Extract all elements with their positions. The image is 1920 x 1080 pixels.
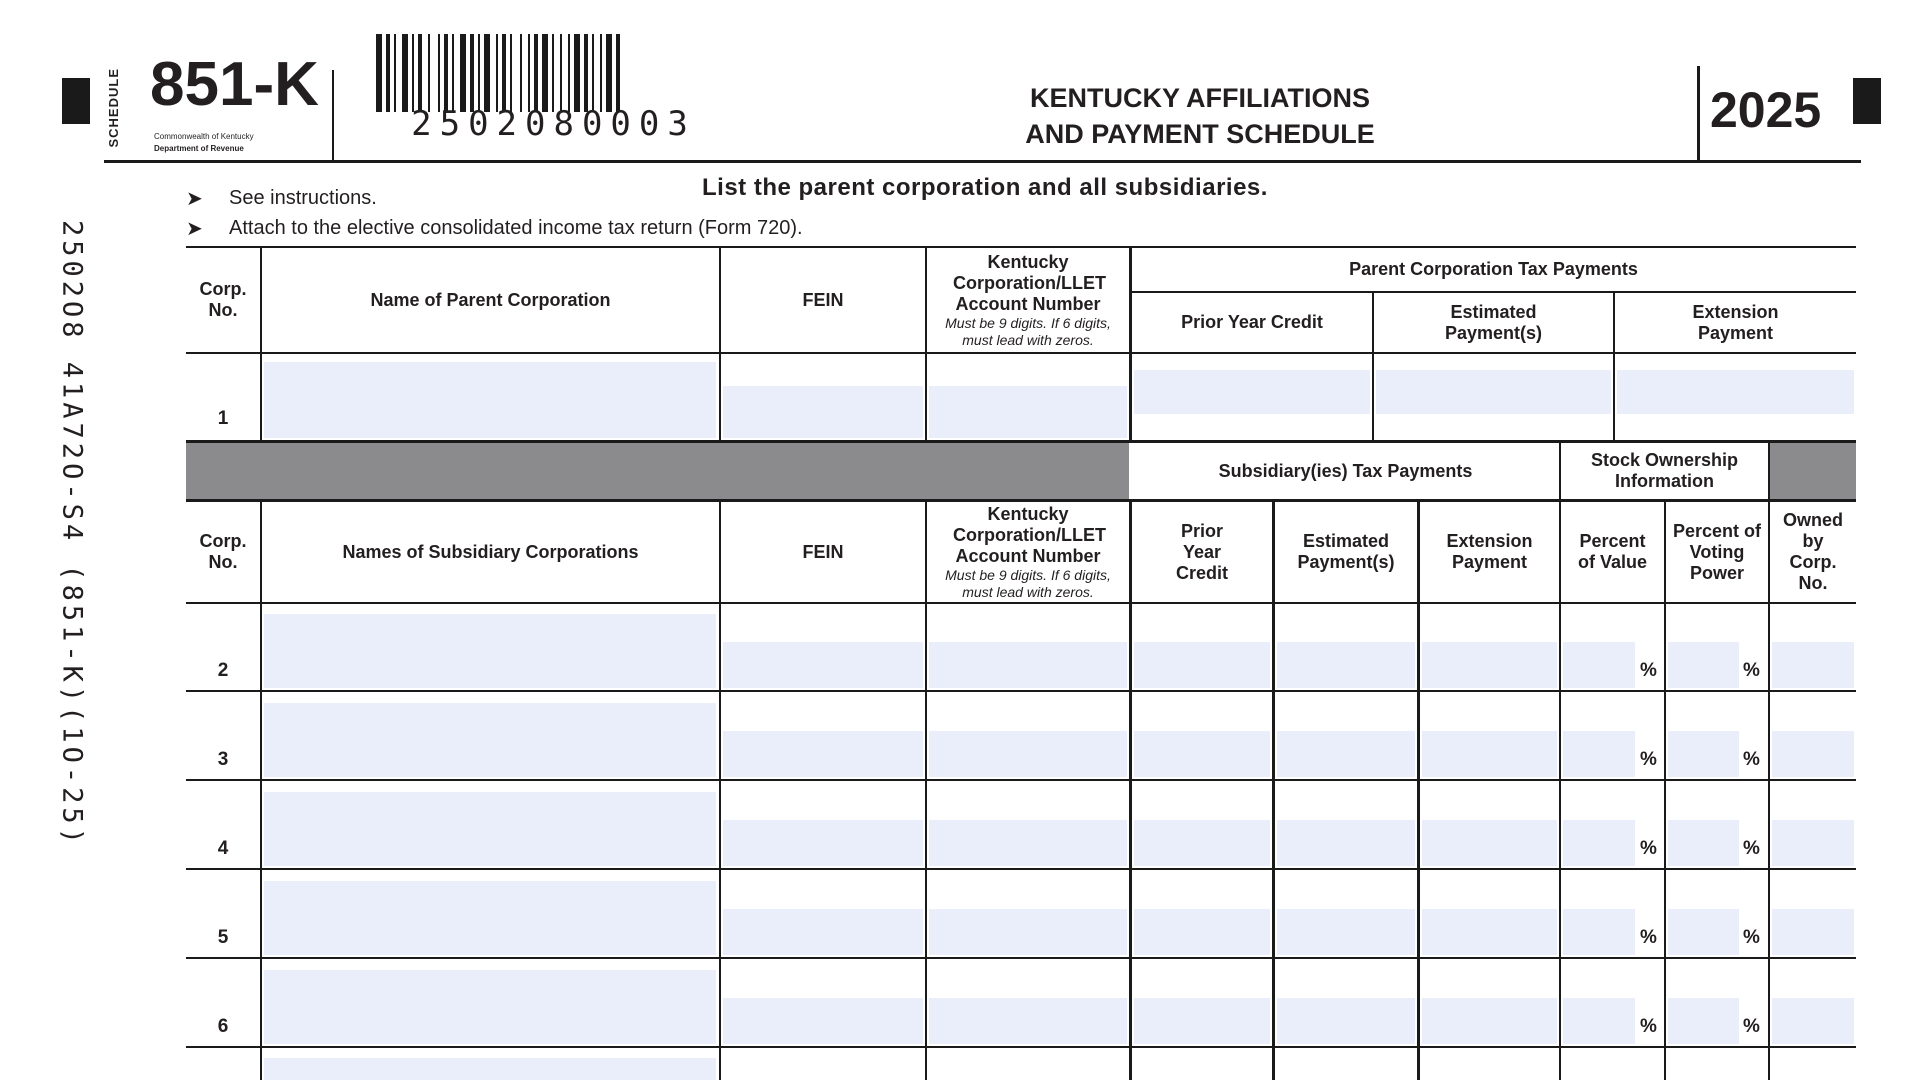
- instruction-arrow-2: ➤: [186, 218, 203, 240]
- parent-estimated-header: Estimated Payment(s): [1444, 301, 1543, 343]
- instruction-see: See instructions.: [229, 187, 377, 209]
- form-title-line-1: KENTUCKY AFFILIATIONS: [1030, 83, 1370, 113]
- sub-extension-input[interactable]: [1422, 642, 1557, 688]
- sub-row-number: 5: [217, 927, 229, 948]
- sub-estimated-input[interactable]: [1277, 909, 1415, 955]
- instruction-arrow-1: ➤: [186, 188, 203, 210]
- row-rule: [186, 1046, 1856, 1048]
- barcode-bar: [452, 34, 454, 112]
- side-form-code: 2502O8 41A72O-S4 (851-K)(1O-25): [56, 220, 88, 848]
- sub-col-line: [1768, 502, 1770, 1080]
- barcode-bar: [534, 34, 538, 112]
- percent-voting-input[interactable]: [1668, 731, 1739, 777]
- row-rule: [186, 779, 1856, 781]
- sub-prior-year-input[interactable]: [1134, 909, 1270, 955]
- barcode-bar: [600, 34, 602, 112]
- owned-by-input[interactable]: [1772, 820, 1854, 866]
- percent-value-input[interactable]: [1563, 820, 1635, 866]
- sub-account-header: [927, 502, 1129, 602]
- parent-extension-input[interactable]: [1617, 370, 1854, 414]
- percent-voting-input[interactable]: [1668, 642, 1739, 688]
- barcode-bar: [502, 34, 506, 112]
- sub-account-input[interactable]: [929, 909, 1127, 955]
- owned-by-input[interactable]: [1772, 998, 1854, 1044]
- sub-col-line: [925, 502, 927, 1080]
- sub-fein-input[interactable]: [723, 731, 923, 777]
- row-rule: [186, 868, 1856, 870]
- sub-extension-header: Extension Payment: [1446, 531, 1533, 572]
- parent-prior-year-header: Prior Year Credit: [1181, 312, 1323, 332]
- barcode-bar: [560, 34, 562, 112]
- sub-account-input[interactable]: [929, 820, 1127, 866]
- sub-estimated-input[interactable]: [1277, 731, 1415, 777]
- sub-payments-title: Subsidiary(ies) Tax Payments: [1218, 460, 1473, 481]
- owned-by-input[interactable]: [1772, 909, 1854, 955]
- sub-name-input[interactable]: [264, 881, 716, 955]
- sub-col-line: [1559, 502, 1561, 1080]
- percent-value-input[interactable]: [1563, 642, 1635, 688]
- sub-prior-year-header: Prior Year Credit: [1175, 520, 1228, 583]
- barcode-bar: [616, 34, 620, 112]
- barcode-bar: [402, 34, 408, 112]
- parent-account-note: Must be 9 digits. If 6 digits, must lead with zeros.: [945, 314, 1111, 348]
- form-title: [960, 80, 1440, 152]
- instruction-attach: Attach to the elective consolidated income tax return (Form 720).: [229, 217, 803, 239]
- percent-sign: %: [1640, 838, 1657, 859]
- parent-extension-header: Extension Payment: [1692, 301, 1779, 343]
- owned-by-input[interactable]: [1772, 642, 1854, 688]
- sub-row-number: 4: [217, 838, 229, 859]
- list-heading: List the parent corporation and all subsidiaries.: [702, 174, 1268, 201]
- sub-name-input[interactable]: [264, 792, 716, 866]
- barcode-bar: [412, 34, 414, 112]
- barcode-bar: [438, 34, 440, 112]
- barcode-bar: [376, 34, 382, 112]
- barcode-bar: [470, 34, 474, 112]
- sub-account-title: Kentucky Corporation/LLET Account Number: [953, 503, 1106, 566]
- sub-name-input[interactable]: [264, 703, 716, 777]
- percent-voting-input[interactable]: [1668, 909, 1739, 955]
- form-title-line-2: AND PAYMENT SCHEDULE: [1025, 119, 1375, 149]
- sub-prior-year-input[interactable]: [1134, 998, 1270, 1044]
- agency-line-1: Commonwealth of Kentucky: [154, 132, 254, 141]
- parent-prior-year-input[interactable]: [1134, 370, 1370, 414]
- sub-header-bottom-rule: [186, 602, 1856, 604]
- sub-fein-input[interactable]: [723, 820, 923, 866]
- owned-by-input[interactable]: [1772, 731, 1854, 777]
- row-rule: [186, 690, 1856, 692]
- sub-names-header: Names of Subsidiary Corporations: [342, 541, 639, 562]
- sub-fein-input[interactable]: [723, 642, 923, 688]
- sub-col-line: [719, 502, 721, 1080]
- percent-voting-header: Percent of Voting Power: [1672, 520, 1762, 583]
- sub-col-line: [1272, 502, 1275, 1080]
- sub-account-input[interactable]: [929, 998, 1127, 1044]
- parent-name-header: Name of Parent Corporation: [370, 289, 611, 310]
- sub-extension-input[interactable]: [1422, 820, 1557, 866]
- sub-estimated-input[interactable]: [1277, 820, 1415, 866]
- sub-name-input[interactable]: [264, 970, 716, 1044]
- sub-prior-year-input[interactable]: [1134, 731, 1270, 777]
- barcode-bar: [528, 34, 530, 112]
- parent-estimated-input[interactable]: [1376, 370, 1611, 414]
- sub-prior-year-input[interactable]: [1134, 820, 1270, 866]
- barcode-bar: [394, 34, 396, 112]
- band-col-line: [1768, 443, 1770, 499]
- sub-account-input[interactable]: [929, 731, 1127, 777]
- parent-row-number: 1: [217, 408, 229, 429]
- barcode-bar: [418, 34, 422, 112]
- header-rule: [104, 160, 1861, 163]
- header-divider-right: [1697, 66, 1700, 162]
- barcode-bar: [606, 34, 612, 112]
- percent-value-input[interactable]: [1563, 731, 1635, 777]
- parent-payments-title: Parent Corporation Tax Payments: [1349, 259, 1638, 279]
- percent-sign: %: [1640, 927, 1657, 948]
- barcode-bar: [484, 34, 490, 112]
- sub-extension-input[interactable]: [1422, 998, 1557, 1044]
- sub-col-line: [260, 502, 262, 1080]
- sub-row-number: 2: [217, 660, 229, 681]
- corner-mark-left: [62, 78, 90, 124]
- sub-prior-year-input[interactable]: [1134, 642, 1270, 688]
- percent-voting-input[interactable]: [1668, 820, 1739, 866]
- sub-estimated-input[interactable]: [1277, 642, 1415, 688]
- percent-voting-input[interactable]: [1668, 998, 1739, 1044]
- parent-header-bottom-rule: [186, 352, 1856, 354]
- barcode-bar: [568, 34, 570, 112]
- barcode-bar: [496, 34, 498, 112]
- sub-name-input[interactable]: [264, 614, 716, 688]
- sub-account-note: Must be 9 digits. If 6 digits, must lead with zeros.: [945, 566, 1111, 600]
- barcode-bar: [428, 34, 430, 112]
- gray-band-right: [1770, 443, 1856, 499]
- sub-col-line: [1664, 502, 1666, 1080]
- corner-mark-right: [1853, 78, 1881, 124]
- percent-sign: %: [1640, 660, 1657, 681]
- percent-value-input[interactable]: [1563, 998, 1635, 1044]
- parent-name-input[interactable]: [264, 362, 716, 438]
- parent-account-header: [927, 248, 1129, 352]
- barcode-bar: [510, 34, 512, 112]
- parent-corp-no-header: Corp. No.: [199, 279, 247, 320]
- band-col-line: [1559, 443, 1561, 499]
- percent-sign: %: [1640, 1016, 1657, 1037]
- sub-name-input[interactable]: [264, 1058, 716, 1080]
- percent-sign: %: [1743, 927, 1760, 948]
- barcode-bar: [552, 34, 554, 112]
- percent-sign: %: [1743, 1016, 1760, 1037]
- parent-fein-header: FEIN: [802, 289, 844, 310]
- percent-sign: %: [1743, 838, 1760, 859]
- percent-value-header: Percent of Value: [1577, 531, 1648, 572]
- barcode-bar: [542, 34, 548, 112]
- sub-estimated-header: Estimated Payment(s): [1297, 531, 1395, 572]
- barcode-bar: [574, 34, 580, 112]
- barcode-bar: [444, 34, 448, 112]
- barcode-bar: [478, 34, 480, 112]
- gray-band-left: [186, 443, 1129, 499]
- sub-fein-input[interactable]: [723, 909, 923, 955]
- barcode-bar: [460, 34, 466, 112]
- sub-extension-input[interactable]: [1422, 909, 1557, 955]
- percent-value-input[interactable]: [1563, 909, 1635, 955]
- sub-estimated-input[interactable]: [1277, 998, 1415, 1044]
- header-divider-left: [332, 70, 334, 162]
- owned-by-header: Owned by Corp. No.: [1782, 510, 1843, 593]
- barcode-bar: [520, 34, 522, 112]
- percent-sign: %: [1743, 660, 1760, 681]
- row-rule: [186, 957, 1856, 959]
- barcode-bar: [584, 34, 588, 112]
- parent-account-input[interactable]: [929, 386, 1127, 438]
- barcode: [376, 34, 731, 112]
- sub-corp-no-header: Corp. No.: [199, 531, 247, 572]
- sub-col-line: [1129, 502, 1132, 1080]
- parent-account-title: Kentucky Corporation/LLET Account Number: [953, 251, 1106, 314]
- sub-col-line: [1417, 502, 1420, 1080]
- form-number: 851-K: [150, 50, 319, 119]
- sub-fein-header: FEIN: [802, 541, 844, 562]
- parent-fein-input[interactable]: [723, 386, 923, 438]
- sub-account-input[interactable]: [929, 642, 1127, 688]
- sub-row-number: 3: [217, 749, 229, 770]
- percent-sign: %: [1640, 749, 1657, 770]
- sub-extension-input[interactable]: [1422, 731, 1557, 777]
- stock-ownership-title: Stock Ownership Information: [1590, 450, 1739, 491]
- percent-sign: %: [1743, 749, 1760, 770]
- barcode-number: 2502080003: [411, 104, 696, 144]
- sub-fein-input[interactable]: [723, 998, 923, 1044]
- agency-name: [154, 131, 254, 155]
- schedule-label: SCHEDULE: [105, 68, 121, 148]
- tax-year: 2025: [1710, 82, 1822, 138]
- sub-row-number: 6: [217, 1016, 229, 1037]
- agency-line-2: Department of Revenue: [154, 144, 244, 153]
- barcode-bar: [592, 34, 594, 112]
- barcode-bar: [386, 34, 390, 112]
